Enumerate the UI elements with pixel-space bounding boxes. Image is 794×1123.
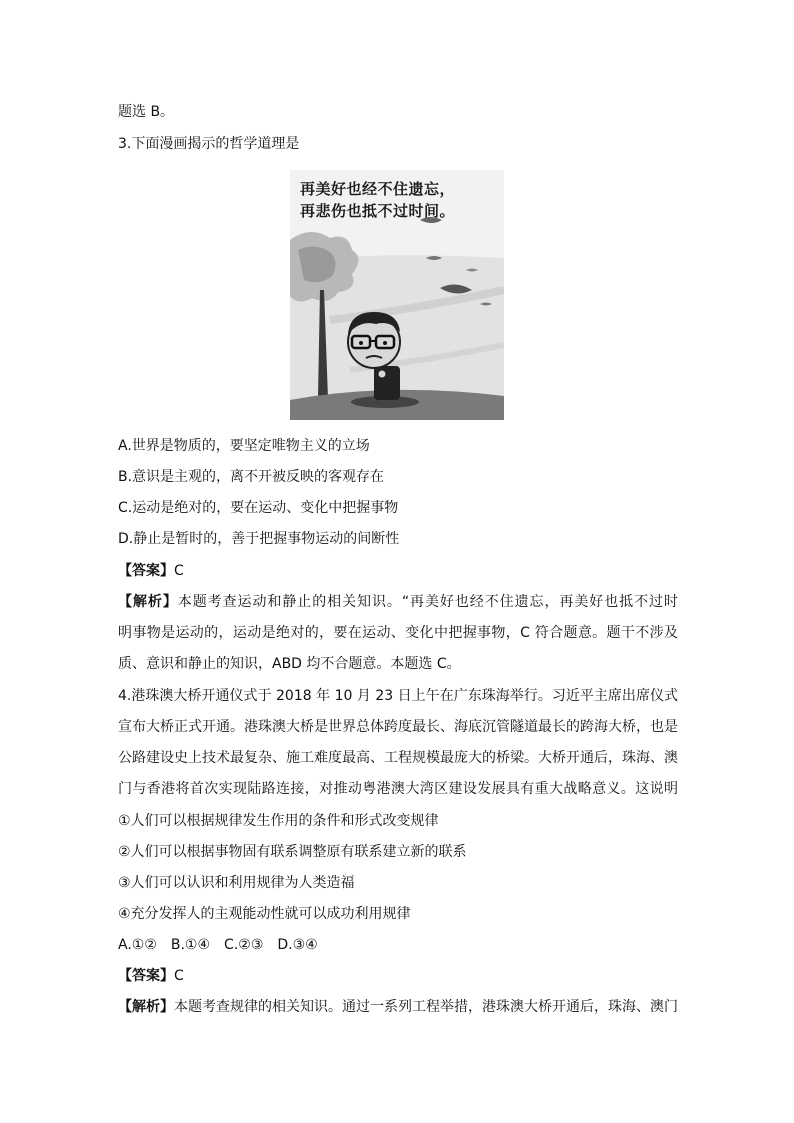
option-b: B.意识是主观的，离不开被反映的客观存在 [118, 469, 385, 485]
question-4-stem: 门与香港将首次实现陆路连接，对推动粤港澳大湾区建设发展具有重大战略意义。这说明 [118, 781, 678, 797]
option-a: A.世界是物质的，要坚定唯物主义的立场 [118, 438, 370, 454]
answer-options: A.①② B.①④ C.②③ D.③④ [118, 937, 318, 953]
answer-value: C [174, 968, 184, 984]
answer-tag: 【答案】 [118, 563, 174, 579]
explanation-line [118, 592, 678, 612]
explanation-tag: 【解析】 [118, 594, 178, 610]
cartoon-image [290, 170, 504, 420]
question-4-stem: 4.港珠澳大桥开通仪式于 2018 年 10 月 23 日上午在广东珠海举行。习近平主席出席仪式 [118, 688, 678, 704]
answer-line [118, 561, 184, 581]
cartoon-caption-line-2: 再悲伤也抵不过时间。 [300, 202, 456, 220]
explanation-tag: 【解析】 [118, 999, 174, 1015]
statement-2: ②人们可以根据事物固有联系调整原有联系建立新的联系 [118, 844, 467, 860]
option-d: D.静止是暂时的，善于把握事物运动的间断性 [118, 531, 400, 547]
explanation-line [118, 997, 678, 1017]
question-4-stem: 公路建设史上技术最复杂、施工难度最高、工程规模最庞大的桥梁。大桥开通后，珠海、澳 [118, 750, 678, 766]
answer-tag: 【答案】 [118, 968, 174, 984]
answer-line [118, 966, 184, 986]
option-c: C.运动是绝对的，要在运动、变化中把握事物 [118, 500, 399, 516]
statement-3: ③人们可以认识和利用规律为人类造福 [118, 875, 355, 891]
explanation-text: 本题考查规律的相关知识。通过一系列工程举措，港珠澳大桥开通后，珠海、澳门 [174, 999, 678, 1015]
answer-value: C [174, 563, 184, 579]
cartoon-caption-line-1: 再美好也经不住遗忘， [300, 180, 456, 198]
statement-4: ④充分发挥人的主观能动性就可以成功利用规律 [118, 906, 411, 922]
explanation-line: 明事物是运动的，运动是绝对的，要在运动、变化中把握事物，C 符合题意。题干不涉及 [118, 625, 678, 641]
statement-1: ①人们可以根据规律发生作用的条件和形式改变规律 [118, 813, 439, 829]
text-line: 题选 B。 [118, 104, 175, 120]
explanation-line: 质、意识和静止的知识，ABD 均不合题意。本题选 C。 [118, 656, 461, 672]
explanation-text: 本题考查运动和静止的相关知识。“再美好也经不住遗忘，再美好也抵不过时 [177, 594, 678, 610]
question-4-stem: 宣布大桥正式开通。港珠澳大桥是世界总体跨度最长、海底沉管隧道最长的跨海大桥，也是 [118, 719, 678, 735]
question-3-stem: 3.下面漫画揭示的哲学道理是 [118, 136, 300, 152]
